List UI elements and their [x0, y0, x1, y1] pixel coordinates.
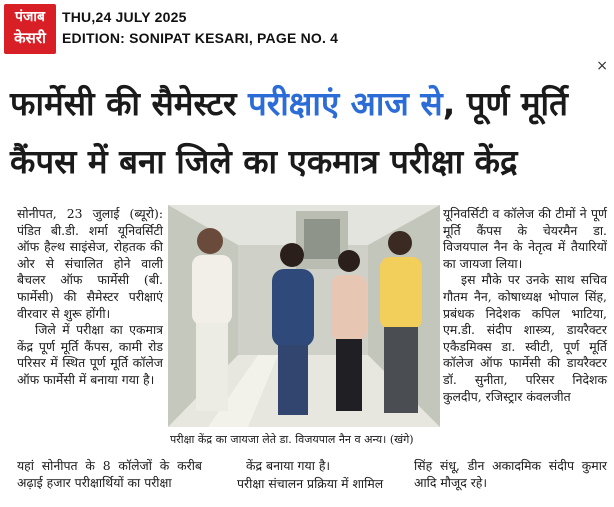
article-column-right-bottom: सिंह संधू, डीन अकादमिक संदीप कुमार आदि मौजूद रहे।	[414, 458, 607, 490]
logo-line-1: पंजाब	[15, 9, 45, 25]
logo-line-2: केसरी	[14, 29, 46, 47]
article-under-photo-2: परीक्षा संचालन प्रक्रिया में शामिल	[237, 476, 384, 491]
newspaper-logo	[4, 4, 56, 54]
headline-line-2: कैंपस में बना जिले का एकमात्र परीक्षा केंद्र	[10, 142, 518, 181]
photo-illustration	[168, 205, 440, 427]
header-bar	[0, 0, 614, 60]
article-column-left	[17, 206, 163, 389]
close-icon[interactable]: ×	[596, 58, 608, 74]
headline-highlight: परीक्षाएं आज से	[247, 84, 443, 123]
article-under-photo-1: केंद्र बनाया गया है।	[246, 458, 331, 473]
photo-caption: परीक्षा केंद्र का जायजा लेते डा. विजयपाल नैन व अन्य। (खंगे)	[170, 433, 414, 446]
article-paragraph: जिले में परीक्षा का एकमात्र केंद्र पूर्ण मूर्ति कैंपस, कामी रोड परिसर में स्थित पूर्ण मूर्ति कॉलेज ऑफ फार्मेसी में बनाया गया है।	[17, 322, 163, 387]
edition-info: EDITION: SONIPAT KESARI, PAGE NO. 4	[62, 30, 339, 46]
article-paragraph: सोनीपत, 23 जुलाई (ब्यूरो): पंडित बी.डी. शर्मा यूनिवर्सिटी ऑफ हैल्थ साइंसेज, रोहतक की ओर से संचालित होने वाली बैचलर ऑफ फार्मेसी (बी. फार्मेसी) की सैमेस्टर परीक्षाएं वीरवार से शुरू होंगी।	[17, 206, 163, 321]
headline-part-1: फार्मेसी की सैमेस्टर	[10, 84, 248, 123]
headline-line-1	[10, 84, 610, 124]
article-paragraph: यूनिवर्सिटी व कॉलेज की टीमों ने पूर्ण मूर्ति कैंपस के चेयरमैन डा. विजयपाल नैन के नेतृत्व में तैयारियों का जायजा लिया।	[443, 206, 607, 271]
article-column-left-bottom: यहां सोनीपत के 8 कॉलेजों के करीब अढ़ाई हजार परीक्षार्थियों का परीक्षा	[17, 458, 202, 490]
article-paragraph: इस मौके पर उनके साथ सचिव गौतम नैन, कोषाध्यक्ष भोपाल सिंह, प्रबंधक निदेशक कपिल भाटिया, एम.डी. संदीप शास्त्र्य, डायरैक्टर एकैडमिक्स डा. स्वीटी, पूर्ण मूर्ति कॉलेज ऑफ फार्मेसी की डायरैक्टर डॉ. सुनीता, परिसर निदेशक कुलदीप, रजिस्ट्रार कंवलजीत	[443, 272, 607, 404]
headline-part-3: , पूर्ण मूर्ति	[442, 84, 568, 123]
article-photo	[168, 205, 440, 427]
article-column-right	[443, 206, 607, 405]
edition-date: THU,24 JULY 2025	[62, 9, 187, 25]
page-edge	[0, 497, 614, 507]
